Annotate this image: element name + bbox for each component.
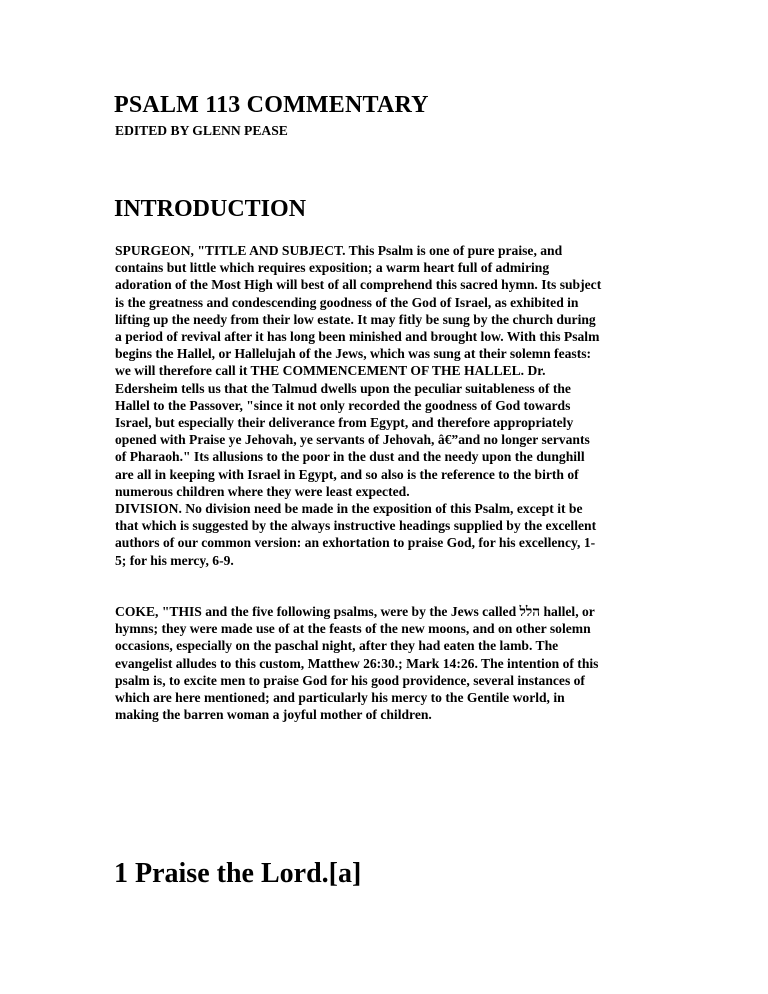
document-subtitle: EDITED BY GLENN PEASE [115,123,288,138]
paragraph-line: Hallel to the Passover, "since it not only recorded the goodness of God towards [115,397,571,413]
coke-paragraph [115,603,655,723]
paragraph-line: a period of revival after it has long been minished and brought low. With this Psalm [115,329,600,345]
paragraph-line: COKE, "THIS and the five following psalms, were by the Jews called הלל hallel, or [115,604,595,619]
paragraph-line: Edersheim tells us that the Talmud dwells upon the peculiar suitableness of the [115,380,571,396]
paragraph-line: evangelist alludes to this custom, Matthew 26:30.; Mark 14:26. The intention of this [115,655,599,671]
paragraph-line: begins the Hallel, or Hallelujah of the Jews, which was sung at their solemn feasts: [115,346,592,362]
paragraph-line: psalm is, to excite men to praise God for his good providence, several instances of [115,672,585,688]
paragraph-line: of Pharaoh." Its allusions to the poor in the dust and the needy upon the dunghill [115,449,585,465]
paragraph-line: numerous children where they were least expected. [115,483,410,499]
paragraph-line: DIVISION. No division need be made in the exposition of this Psalm, except it be [115,501,583,517]
paragraph-line: contains but little which requires exposition; a warm heart full of admiring [115,260,550,276]
paragraph-line: adoration of the Most High will best of all comprehend this sacred hymn. Its subject [115,277,602,293]
paragraph-line: are all in keeping with Israel in Egypt, and so also is the reference to the birth of [115,466,579,482]
section-heading-introduction: INTRODUCTION [114,196,307,222]
paragraph-line: that which is suggested by the always instructive headings supplied by the excellent [115,518,597,534]
paragraph-line: 5; for his mercy, 6-9. [115,552,234,568]
paragraph-line: is the greatness and condescending goodness of the God of Israel, as exhibited in [115,294,579,310]
paragraph-line: making the barren woman a joyful mother of children. [115,707,432,723]
paragraph-line: we will therefore call it THE COMMENCEMENT OF THE HALLEL. Dr. [115,363,546,379]
paragraph-line: Israel, but especially their deliverance from Egypt, and therefore appropriately [115,415,574,431]
paragraph-line: opened with Praise ye Jehovah, ye servants of Jehovah, â€”and no longer servants [115,432,590,448]
paragraph-line: authors of our common version: an exhortation to praise God, for his excellency, 1- [115,535,596,551]
paragraph-line: hymns; they were made use of at the feasts of the new moons, and on other solemn [115,621,591,637]
paragraph-line: lifting up the needy from their low estate. It may fitly be sung by the church during [115,311,596,327]
paragraph-line: SPURGEON, "TITLE AND SUBJECT. This Psalm is one of pure praise, and [115,243,563,258]
document-title: PSALM 113 COMMENTARY [114,92,429,118]
paragraph-line: occasions, especially on the paschal night, after they had eaten the lamb. The [115,638,559,654]
spurgeon-paragraph [115,242,655,569]
verse-heading: 1 Praise the Lord.[a] [114,858,362,889]
paragraph-line: which are here mentioned; and particularly his mercy to the Gentile world, in [115,690,565,706]
